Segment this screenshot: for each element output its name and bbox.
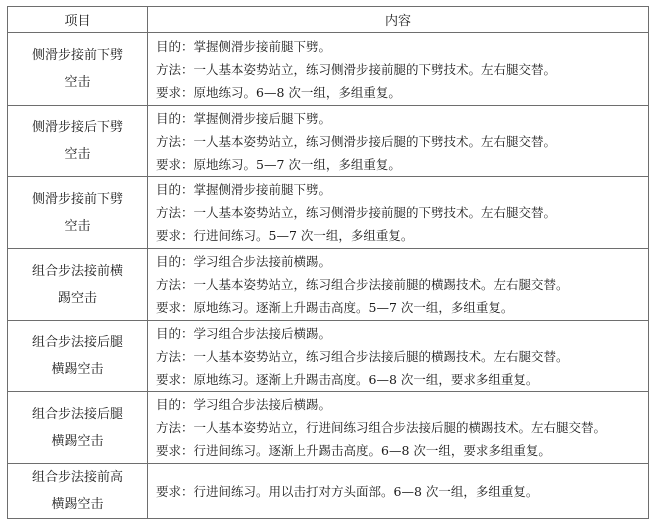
header-item: 项目	[8, 7, 148, 33]
table-row	[8, 177, 649, 249]
item-line: 组合步法接前横	[31, 263, 123, 279]
item-cell	[8, 106, 148, 177]
item-line: 踢空击	[57, 290, 97, 306]
content-cell	[148, 33, 649, 106]
method-line: 方法：一人基本姿势站立，练习侧滑步接后腿的下劈技术。左右腿交替。	[156, 133, 557, 149]
requirement-line: 要求：行进间练习。用以击打对方头面部。6—8 次一组，多组重复。	[156, 483, 539, 499]
content-cell	[148, 392, 649, 464]
table-row	[8, 249, 649, 321]
content-cell	[148, 106, 649, 177]
content-cell	[148, 249, 649, 321]
content-cell	[148, 464, 649, 519]
purpose-line: 目的：掌握侧滑步接后腿下劈。	[156, 110, 332, 126]
table-header-row	[8, 7, 649, 33]
item-cell	[8, 464, 148, 519]
method-line: 方法：一人基本姿势站立，练习组合步法接后腿的横踢技术。左右腿交替。	[156, 348, 569, 364]
purpose-line: 目的：学习组合步法接后横踢。	[156, 325, 332, 341]
item-line: 空击	[64, 75, 91, 90]
item-line: 空击	[64, 218, 91, 234]
table-row	[8, 33, 649, 106]
purpose-line: 目的：掌握侧滑步接前腿下劈。	[156, 182, 332, 197]
content-cell	[148, 177, 649, 249]
content-cell	[148, 321, 649, 392]
item-line: 侧滑步接前下劈	[31, 48, 123, 63]
item-line: 组合步法接后腿	[31, 335, 123, 350]
training-table	[7, 6, 649, 519]
item-line: 侧滑步接后下劈	[31, 120, 123, 135]
purpose-line: 目的：掌握侧滑步接前腿下劈。	[156, 38, 332, 54]
table-row	[8, 464, 649, 519]
purpose-line: 目的：学习组合步法接后横踢。	[156, 397, 332, 412]
requirement-line: 要求：原地练习。逐渐上升踢击高度。5—7 次一组，多组重复。	[156, 300, 514, 315]
item-line: 侧滑步接前下劈	[31, 191, 123, 207]
method-line: 方法：一人基本姿势站立，行进间练习组合步法接后腿的横踢技术。左右腿交替。	[156, 420, 607, 435]
header-content: 内容	[148, 7, 649, 33]
item-cell	[8, 321, 148, 392]
item-line: 组合步法接前高	[31, 470, 123, 485]
item-line: 组合步法接后腿	[31, 406, 123, 422]
item-line: 横踢空击	[51, 362, 104, 377]
item-line: 空击	[64, 147, 91, 162]
item-line: 横踢空击	[51, 433, 104, 449]
requirement-line: 要求：原地练习。6—8 次一组，多组重复。	[156, 84, 401, 100]
table-row	[8, 392, 649, 464]
method-line: 方法：一人基本姿势站立，练习侧滑步接前腿的下劈技术。左右腿交替。	[156, 61, 557, 77]
method-line: 方法：一人基本姿势站立，练习侧滑步接前腿的下劈技术。左右腿交替。	[156, 205, 557, 220]
table-row	[8, 106, 649, 177]
item-line: 横踢空击	[51, 497, 104, 512]
requirement-line: 要求：原地练习。5—7 次一组，多组重复。	[156, 156, 401, 172]
requirement-line: 要求：原地练习。逐渐上升踢击高度。6—8 次一组，要求多组重复。	[156, 371, 539, 387]
item-cell	[8, 177, 148, 249]
purpose-line: 目的：学习组合步法接前横踢。	[156, 254, 332, 269]
item-cell	[8, 249, 148, 321]
item-cell	[8, 33, 148, 106]
item-cell	[8, 392, 148, 464]
requirement-line: 要求：行进间练习。5—7 次一组，多组重复。	[156, 228, 414, 243]
table-row	[8, 321, 649, 392]
requirement-line: 要求：行进间练习。逐渐上升踢击高度。6—8 次一组，要求多组重复。	[156, 443, 551, 458]
method-line: 方法：一人基本姿势站立，练习组合步法接前腿的横踢技术。左右腿交替。	[156, 277, 569, 292]
